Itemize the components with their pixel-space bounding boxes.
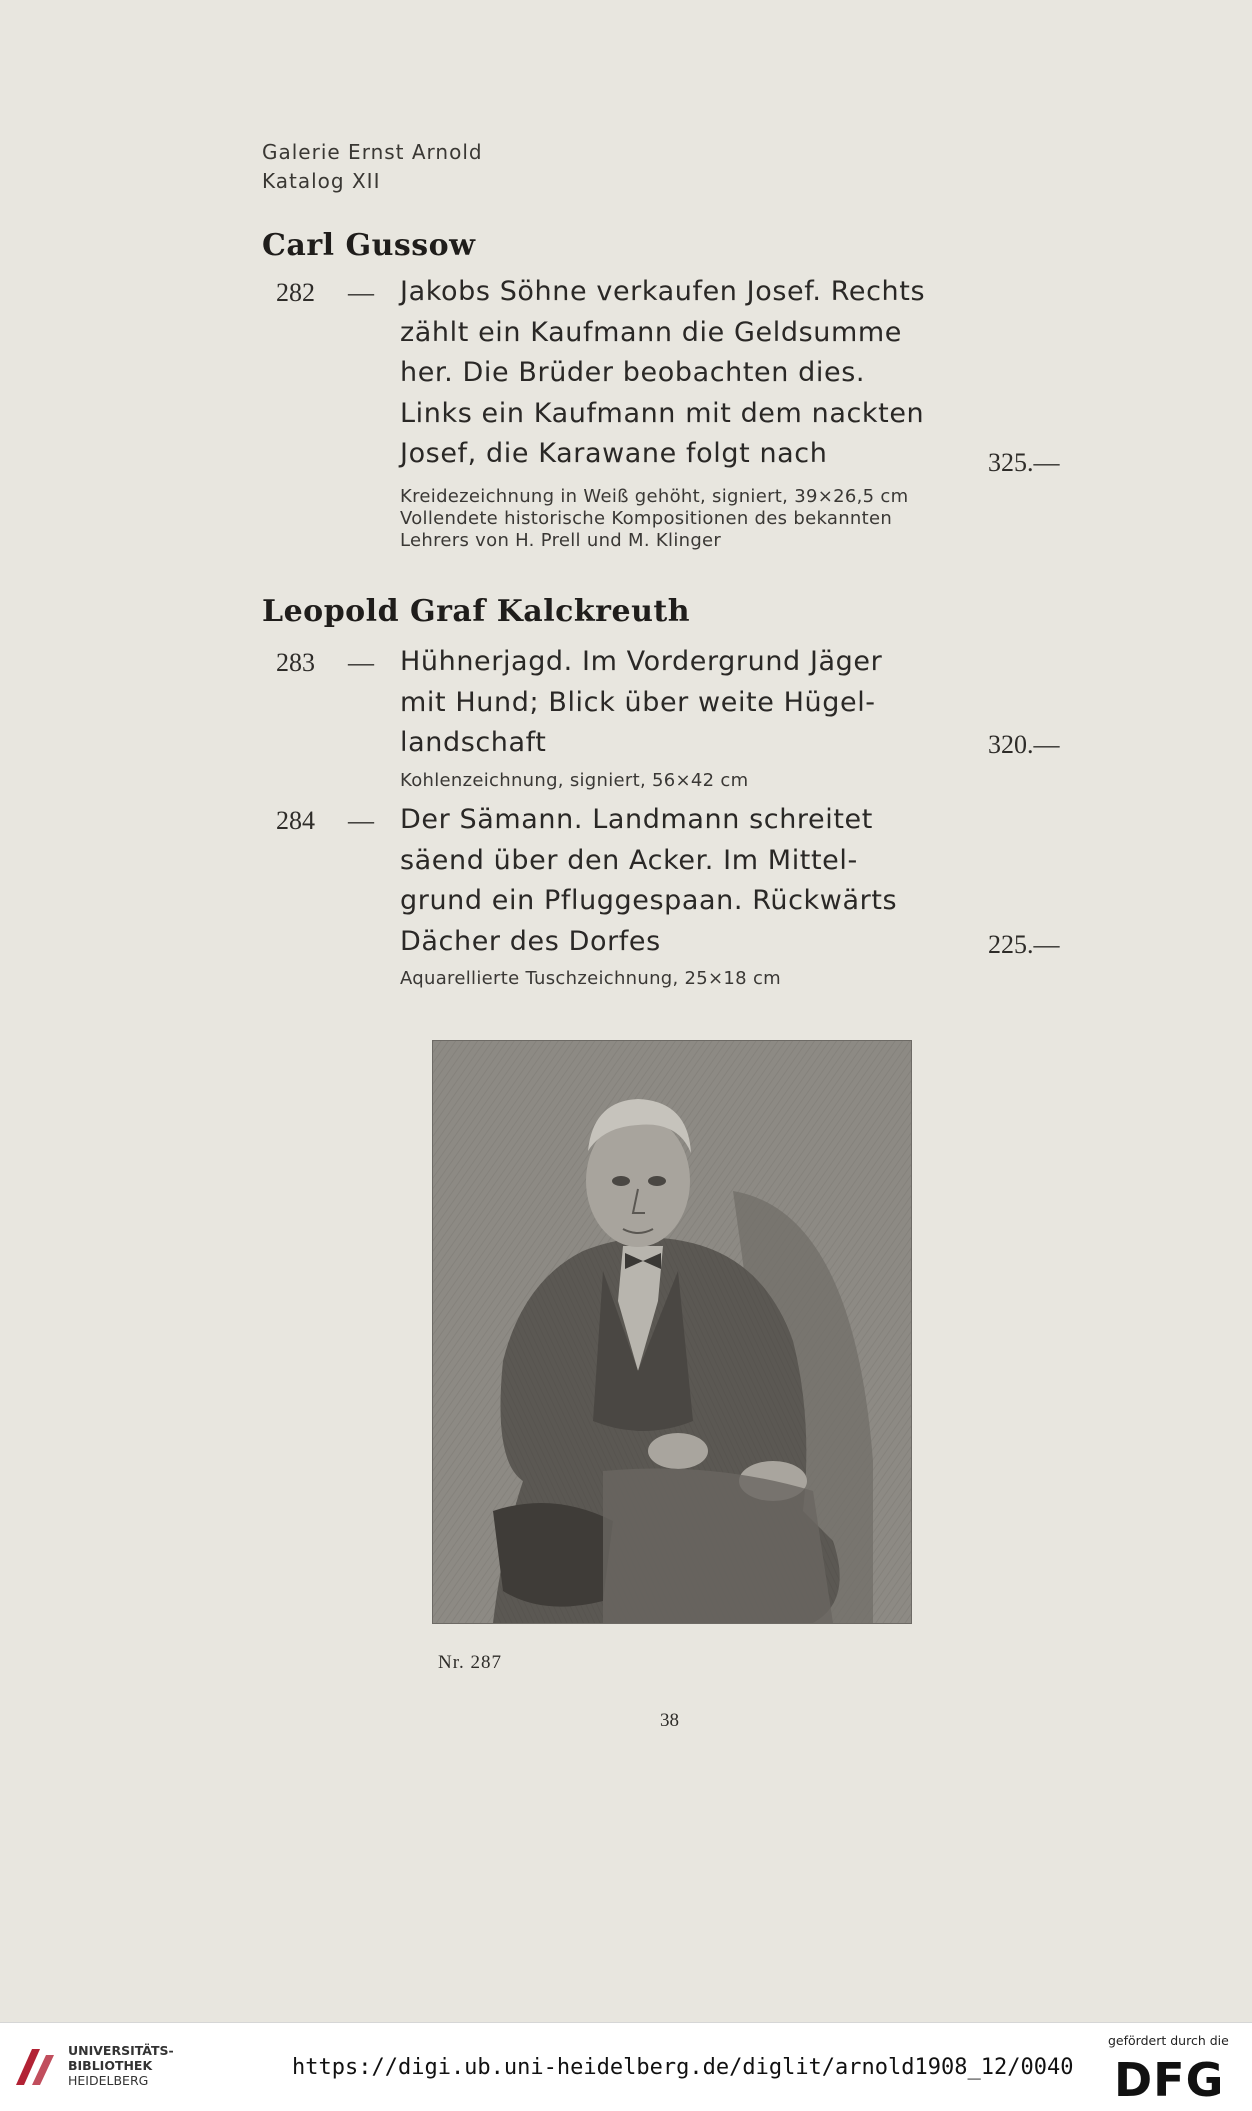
lot-description-line: Hühnerjagd. Im Vordergrund Jäger: [400, 646, 883, 677]
seated-man-drawing: [433, 1041, 911, 1623]
lot-description: [400, 642, 960, 764]
lot-description: [400, 800, 960, 962]
university-library-logo-icon: [10, 2041, 62, 2097]
lot-number: 282: [276, 278, 315, 307]
header-catalog-number: Katalog XII: [262, 169, 381, 193]
lot-notes: [400, 486, 960, 552]
artist-heading: Leopold Graf Kalckreuth: [262, 594, 691, 629]
lot-description-line: Josef, die Karawane folgt nach: [400, 438, 828, 469]
plate-caption: Nr. 287: [438, 1652, 502, 1673]
library-name-line: UNIVERSITÄTS-: [68, 2043, 174, 2058]
lot-dash: —: [348, 278, 374, 307]
lot-note-line: Kohlenzeichnung, signiert, 56×42 cm: [400, 770, 749, 791]
lot-description-line: Jakobs Söhne verkaufen Josef. Rechts: [400, 276, 926, 307]
permalink-url[interactable]: https://digi.ub.uni-heidelberg.de/diglit/arnold1908_12/0040: [292, 2055, 1074, 2080]
lot-price: 325.—: [988, 448, 1060, 477]
lot-notes: [400, 770, 960, 792]
artwork-plate: [432, 1040, 912, 1624]
header-gallery-name: Galerie Ernst Arnold: [262, 140, 483, 164]
funder-label: gefördert durch die: [1108, 2033, 1229, 2048]
lot-note-line: Kreidezeichnung in Weiß gehöht, signiert, 39×26,5 cm: [400, 486, 909, 507]
lot-price: 320.—: [988, 730, 1060, 759]
lot-description-line: grund ein Pfluggespaan. Rückwärts: [400, 885, 898, 916]
lot-description-line: mit Hund; Blick über weite Hügel-: [400, 686, 876, 718]
page-number: 38: [660, 1710, 679, 1731]
viewer-footer: [0, 2022, 1252, 2111]
lot-description: [400, 272, 960, 475]
university-library-name: [68, 2043, 174, 2088]
library-name-line: BIBLIOTHEK: [68, 2058, 153, 2073]
lot-description-line: landschaft: [400, 727, 547, 758]
lot-number: 283: [276, 648, 315, 677]
lot-dash: —: [348, 648, 374, 677]
lot-note-line: Vollendete historische Kompositionen des bekannten: [400, 508, 893, 529]
lot-description-line: Der Sämann. Landmann schreitet: [400, 804, 873, 835]
lot-description-line: Dächer des Dorfes: [400, 925, 661, 957]
running-header: [262, 138, 483, 196]
lot-note-line: Lehrers von H. Prell und M. Klinger: [400, 530, 722, 551]
lot-price: 225.—: [988, 930, 1060, 959]
artist-heading: Carl Gussow: [262, 228, 476, 263]
lot-number: 284: [276, 806, 315, 835]
lot-description-line: zählt ein Kaufmann die Geldsumme: [400, 316, 902, 348]
lot-description-line: her. Die Brüder beobachten dies.: [400, 357, 866, 388]
lot-description-line: Links ein Kaufmann mit dem nackten: [400, 397, 925, 429]
library-name-line: HEIDELBERG: [68, 2073, 149, 2088]
dfg-logo: DFG: [1114, 2053, 1225, 2107]
lot-notes: [400, 968, 960, 990]
lot-dash: —: [348, 806, 374, 835]
lot-description-line: säend über den Acker. Im Mittel-: [400, 844, 858, 876]
lot-note-line: Aquarellierte Tuschzeichnung, 25×18 cm: [400, 968, 781, 989]
